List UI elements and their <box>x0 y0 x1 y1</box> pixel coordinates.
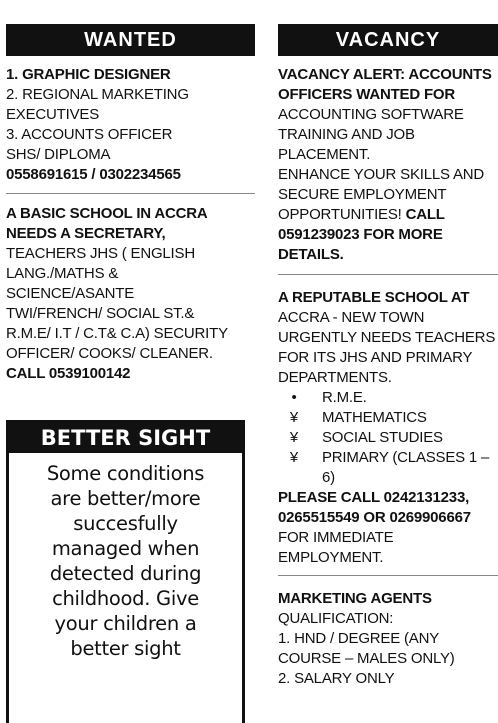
ad-line: 1. HND / DEGREE (ANY <box>278 630 440 647</box>
ad-line: URGENTLY NEEDS TEACHERS <box>278 329 496 346</box>
subject-text: 6) <box>322 469 335 486</box>
ad-line: FOR IMMEDIATE <box>278 529 394 546</box>
vacancy-ad-school <box>278 275 498 575</box>
box-line: detected during <box>49 562 202 585</box>
wanted-column <box>6 0 255 384</box>
ad-line: TEACHERS JHS ( ENGLISH <box>6 245 195 262</box>
ad-line: DEPARTMENTS. <box>278 369 392 386</box>
ad-line: ACCOUNTING SOFTWARE <box>278 106 464 123</box>
wanted-heading: WANTED <box>6 24 255 56</box>
ad-phone: 0265515549 OR 0269906667 <box>278 509 471 526</box>
ad-line <box>278 205 498 225</box>
better-sight-box <box>6 420 245 723</box>
vacancy-ad-marketing <box>278 576 498 689</box>
ad-line: 3. ACCOUNTS OFFICER <box>6 126 173 143</box>
ad-phone: PLEASE CALL 0242131233, <box>278 489 470 506</box>
wanted-ad-jobs <box>6 65 255 193</box>
box-line: managed when <box>51 537 200 560</box>
subject-item <box>278 448 498 468</box>
ad-line: SCIENCE/ASANTE <box>6 285 135 302</box>
ad-phone: 0558691615 / 0302234565 <box>6 166 181 183</box>
box-line: Some conditions <box>46 462 205 485</box>
ad-title: MARKETING AGENTS <box>278 590 432 607</box>
ad-line: SECURE EMPLOYMENT <box>278 186 447 203</box>
better-sight-text <box>9 453 242 661</box>
ad-line: OFFICER/ COOKS/ CLEANER. <box>6 345 213 362</box>
bullet-icon: • <box>291 389 297 406</box>
box-line: succesfully <box>73 512 178 535</box>
yen-bullet-icon: ¥ <box>289 429 299 446</box>
box-line: your children a <box>54 612 197 635</box>
ad-line: 1. GRAPHIC DESIGNER <box>6 66 171 83</box>
subject-text: R.M.E. <box>322 389 367 406</box>
ad-line: 2. SALARY ONLY <box>278 670 395 687</box>
vacancy-column <box>278 0 498 689</box>
subject-item <box>278 408 498 428</box>
ad-line: R.M.E/ I.T / C.T& C.A) SECURITY <box>6 325 228 342</box>
ad-line: TWI/FRENCH/ SOCIAL ST.& <box>6 305 195 322</box>
ad-line: ACCRA - NEW TOWN <box>278 309 425 326</box>
subject-text: SOCIAL STUDIES <box>322 429 443 446</box>
ad-line: DETAILS. <box>278 246 344 263</box>
ad-line: LANG./MATHS & <box>6 265 119 282</box>
ad-line: ENHANCE YOUR SKILLS AND <box>278 166 485 183</box>
vacancy-heading: VACANCY <box>278 24 498 56</box>
subject-item <box>278 388 498 408</box>
vacancy-ad-accounts <box>278 65 498 274</box>
ad-line: QUALIFICATION: <box>278 610 394 627</box>
ad-title: A REPUTABLE SCHOOL AT <box>278 289 470 306</box>
yen-bullet-icon: ¥ <box>289 449 299 466</box>
ad-line: TRAINING AND JOB <box>278 126 415 143</box>
ad-title: VACANCY ALERT: ACCOUNTS <box>278 66 492 83</box>
subject-text: PRIMARY (CLASSES 1 – <box>322 449 490 466</box>
ad-line: EXECUTIVES <box>6 106 100 123</box>
ad-line: SHS/ DIPLOMA <box>6 146 111 163</box>
ad-title: NEEDS A SECRETARY, <box>6 225 166 242</box>
ad-line: PLACEMENT. <box>278 146 371 163</box>
ad-line: FOR ITS JHS AND PRIMARY <box>278 349 473 366</box>
box-line: are better/more <box>50 487 201 510</box>
ad-call: CALL <box>405 206 445 223</box>
box-line: childhood. Give <box>52 587 199 610</box>
ad-line: EMPLOYMENT. <box>278 549 384 566</box>
wanted-ad-school <box>6 194 255 384</box>
subject-text: MATHEMATICS <box>322 409 427 426</box>
yen-bullet-icon: ¥ <box>289 409 299 426</box>
ad-phone: CALL 0539100142 <box>6 365 131 382</box>
ad-line: 2. REGIONAL MARKETING <box>6 86 189 103</box>
ad-title: OFFICERS WANTED FOR <box>278 86 456 103</box>
ad-phone: 0591239023 FOR MORE <box>278 226 443 243</box>
subject-item <box>278 428 498 448</box>
better-sight-heading: BETTER SIGHT <box>9 423 242 453</box>
ad-line: COURSE – MALES ONLY) <box>278 650 455 667</box>
ad-text: OPPORTUNITIES! <box>278 206 406 223</box>
ad-title: A BASIC SCHOOL IN ACCRA <box>6 205 208 222</box>
box-line: better sight <box>70 637 181 660</box>
subject-item <box>278 468 498 488</box>
